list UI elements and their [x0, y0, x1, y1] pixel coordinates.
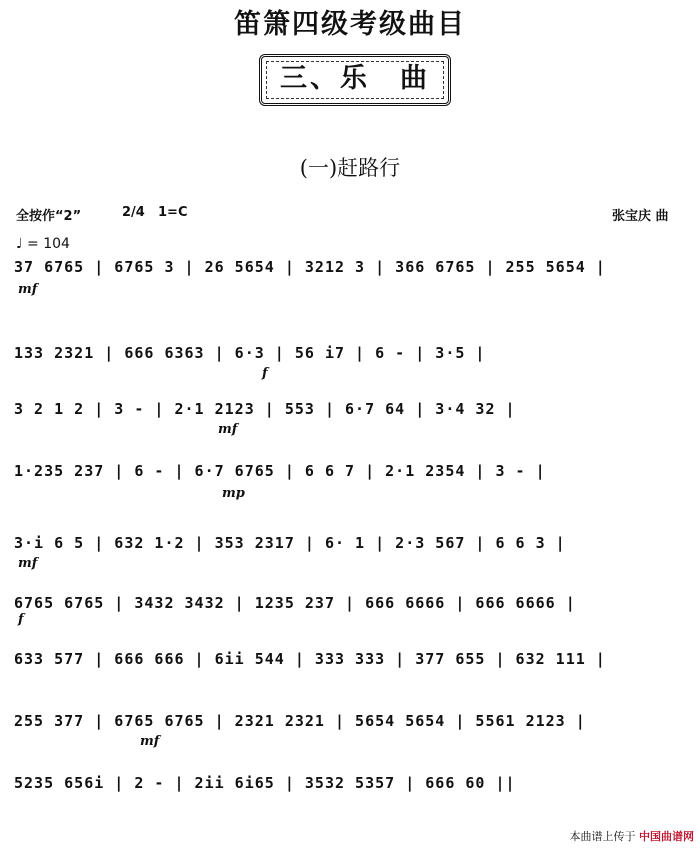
score-line: [12, 530, 694, 570]
score-line: [12, 708, 694, 748]
score-line-notes: 1·235 237 | 6 - | 6·7 6765 | 6 6 7 | 2·1 2354 | 3 - |: [14, 462, 546, 480]
dynamic-marking: f: [18, 612, 24, 627]
score-line: [12, 396, 694, 436]
score-line: [12, 458, 694, 498]
key-signature: 1=C: [158, 205, 188, 220]
score-line-notes: 255 377 | 6765 6765 | 2321 2321 | 5654 5654 | 5561 2123 |: [14, 712, 586, 730]
dynamic-marking: mf: [18, 556, 38, 571]
tempo-marking: ♩ = 104: [16, 236, 70, 252]
piece-title: (一)赶路行: [299, 156, 401, 180]
score-line-notes: 5235 656i | 2 - | 2ii 6i65 | 3532 5357 | 666 60 ||: [14, 774, 516, 792]
score-line: [12, 254, 694, 294]
dynamic-marking: mf: [18, 282, 38, 297]
dynamic-marking: mf: [140, 734, 160, 749]
dynamic-marking: mf: [218, 422, 238, 437]
score-line-notes: 37 6765 | 6765 3 | 26 5654 | 3212 3 | 366 6765 | 255 5654 |: [14, 258, 606, 276]
score-line: [12, 770, 694, 810]
dynamic-marking: mp: [222, 486, 245, 501]
dynamic-marking: f: [262, 366, 268, 381]
footer: [570, 828, 695, 844]
score-line-notes: 633 577 | 666 666 | 6ii 544 | 333 333 | 377 655 | 632 111 |: [14, 650, 606, 668]
score-line-notes: 3·i 6 5 | 632 1·2 | 353 2317 | 6· 1 | 2·3 567 | 6 6 3 |: [14, 534, 566, 552]
site-logo-text[interactable]: 中国曲谱网: [639, 830, 694, 843]
score-line-notes: 133 2321 | 666 6363 | 6·3 | 56 i7 | 6 - | 3·5 |: [14, 344, 486, 362]
page-title: 笛箫四级考级曲目: [234, 9, 466, 40]
time-signature: 2/4: [122, 205, 145, 220]
composer-credit: 张宝庆 曲: [612, 209, 669, 224]
score-line: [12, 340, 694, 380]
section-heading: 三、乐 曲: [280, 63, 430, 94]
score-line-notes: 3 2 1 2 | 3 - | 2·1 2123 | 553 | 6·7 64 | 3·4 32 |: [14, 400, 516, 418]
score-line: [12, 590, 694, 630]
score-line-notes: 6765 6765 | 3432 3432 | 1235 237 | 666 6666 | 666 6666 |: [14, 594, 576, 612]
footer-uploaded-text: 本曲谱上传于: [569, 830, 636, 843]
fingering-note: 全按作“2”: [16, 209, 82, 224]
score-line: [12, 646, 694, 686]
